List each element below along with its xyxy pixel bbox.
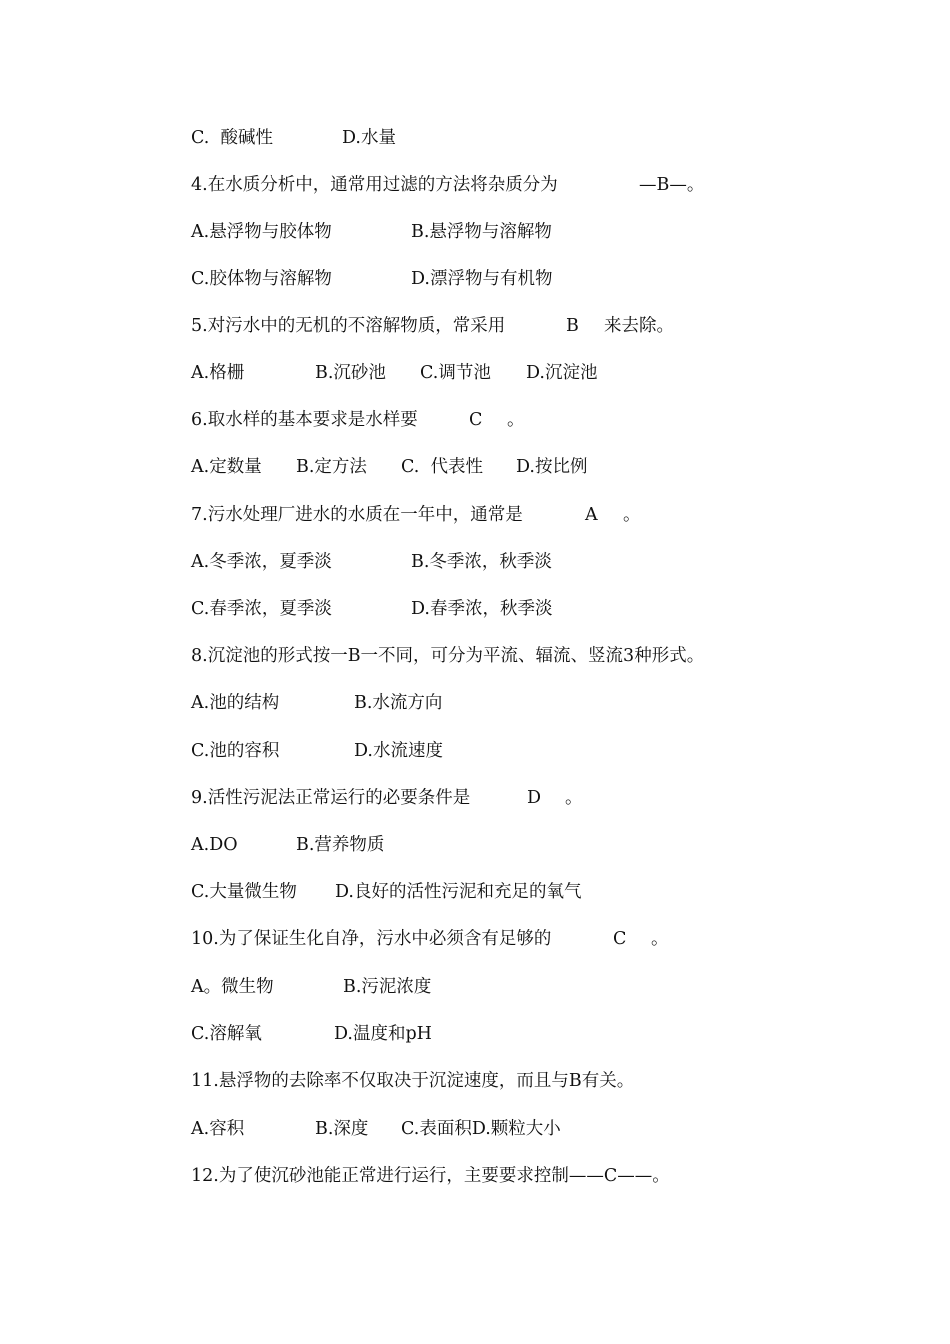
question-text: 5.对污水中的无机的不溶解物质，常采用 — [191, 316, 506, 336]
option-c-d: C.表面积D.颗粒大小 — [401, 1119, 561, 1139]
option-line — [191, 358, 598, 388]
option-c: C.调节池 — [420, 363, 491, 383]
answer-blank: D — [527, 788, 542, 808]
question-text: 6.取水样的基本要求是水样要 — [191, 410, 418, 430]
option-line — [191, 547, 552, 577]
option-a: A.池的结构 — [191, 693, 280, 713]
option-b: B.定方法 — [296, 457, 367, 477]
option-d: D.沉淀池 — [526, 363, 598, 383]
question-text-end: 。 — [565, 788, 583, 808]
option-c: C. 代表性 — [401, 457, 483, 477]
option-line — [191, 452, 588, 482]
option-c: C.大量微生物 — [191, 882, 297, 902]
question-text: 10.为了保证生化自净，污水中必须含有足够的 — [191, 929, 552, 949]
answer-blank: C — [469, 410, 483, 430]
question-9 — [191, 783, 583, 813]
option-b: B.营养物质 — [296, 835, 385, 855]
option-a: A.定数量 — [191, 457, 262, 477]
question-text: 9.活性污泥法正常运行的必要条件是 — [191, 788, 471, 808]
question-text: 8.沉淀池的形式按一B一不同，可分为平流、辐流、竖流3种形式。 — [191, 646, 705, 666]
question-text: 11.悬浮物的去除率不仅取决于沉淀速度，而且与B有关。 — [191, 1071, 635, 1091]
question-text-end: 。 — [507, 410, 525, 430]
answer-blank: —B—。 — [639, 175, 705, 195]
option-line — [191, 688, 443, 718]
option-d: D.良好的活性污泥和充足的氧气 — [335, 882, 582, 902]
option-d: D.漂浮物与有机物 — [411, 269, 553, 289]
option-line — [191, 972, 432, 1002]
option-a: A.格栅 — [191, 363, 245, 383]
option-d: D.温度和pH — [334, 1024, 432, 1044]
option-line — [191, 1019, 432, 1049]
answer-blank: B — [566, 316, 579, 336]
option-c: C.春季浓，夏季淡 — [191, 599, 332, 619]
question-text: 4.在水质分析中，通常用过滤的方法将杂质分为 — [191, 175, 558, 195]
option-a: A.悬浮物与胶体物 — [191, 222, 332, 242]
answer-blank: C — [613, 929, 627, 949]
option-a: A.冬季浓，夏季淡 — [191, 552, 332, 572]
option-c: C.溶解氧 — [191, 1024, 262, 1044]
option-line — [191, 123, 396, 153]
question-11 — [191, 1066, 635, 1096]
option-line — [191, 217, 552, 247]
question-text-end: 。 — [651, 929, 669, 949]
option-c: C. 酸碱性 — [191, 128, 273, 148]
option-d: D.春季浓，秋季淡 — [411, 599, 553, 619]
option-c: C.胶体物与溶解物 — [191, 269, 332, 289]
option-line — [191, 264, 553, 294]
option-b: B.冬季浓，秋季淡 — [411, 552, 552, 572]
option-a: A.容积 — [191, 1119, 245, 1139]
option-line — [191, 830, 385, 860]
question-10 — [191, 924, 669, 954]
question-text: 7.污水处理厂进水的水质在一年中，通常是 — [191, 505, 523, 525]
option-d: D.水流速度 — [354, 741, 443, 761]
option-a: A.DO — [191, 835, 238, 855]
option-line — [191, 736, 443, 766]
option-d: D.水量 — [342, 128, 396, 148]
option-b: B.污泥浓度 — [343, 977, 432, 997]
question-8 — [191, 641, 705, 671]
option-a: A。微生物 — [191, 977, 274, 997]
option-line — [191, 877, 582, 907]
question-text-end: 。 — [623, 505, 641, 525]
question-text: 12.为了使沉砂池能正常进行运行，主要要求控制——C——。 — [191, 1166, 670, 1186]
option-b: B.沉砂池 — [315, 363, 386, 383]
option-b: B.悬浮物与溶解物 — [411, 222, 552, 242]
question-5 — [191, 311, 674, 341]
option-b: B.深度 — [315, 1119, 369, 1139]
question-text-end: 来去除。 — [604, 316, 674, 336]
option-c: C.池的容积 — [191, 741, 280, 761]
option-d: D.按比例 — [516, 457, 588, 477]
question-12 — [191, 1161, 670, 1191]
option-line — [191, 594, 553, 624]
question-6 — [191, 405, 525, 435]
answer-blank: A — [585, 505, 598, 525]
question-4 — [191, 170, 705, 200]
option-b: B.水流方向 — [354, 693, 443, 713]
question-7 — [191, 500, 641, 530]
option-line — [191, 1114, 561, 1144]
